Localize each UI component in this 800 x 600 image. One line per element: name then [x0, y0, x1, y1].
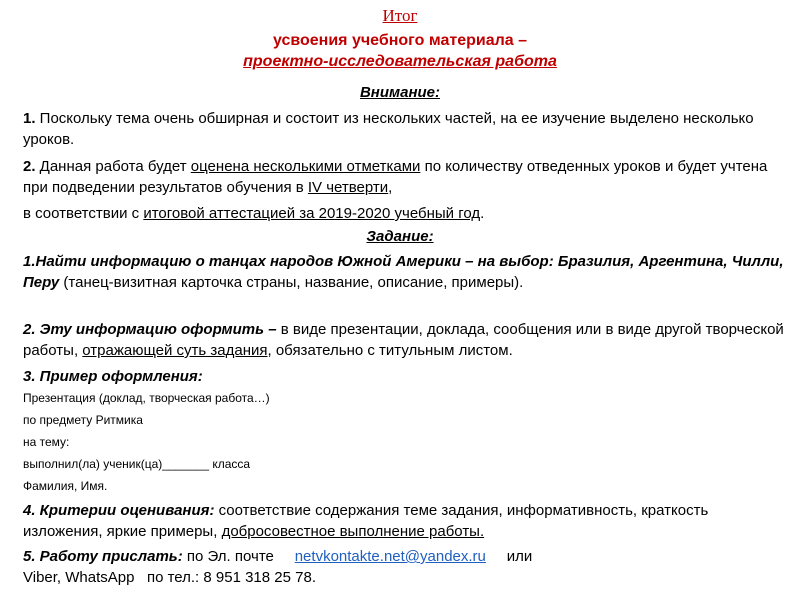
example-line: Фамилия, Имя.	[23, 479, 108, 493]
task-bold: 2. Эту информацию оформить –	[23, 321, 277, 338]
item-text: Данная работа будет	[35, 158, 191, 175]
task-text: или	[485, 548, 533, 565]
title-line-1: Итог	[382, 6, 418, 25]
task-item-5	[23, 546, 788, 567]
task-item-4	[23, 500, 788, 542]
example-line: по предмету Ритмика	[23, 413, 143, 427]
item-text: .	[480, 205, 485, 222]
task-bold: 3. Пример оформления:	[23, 368, 203, 385]
item-number: 2.	[23, 158, 36, 175]
item-text: в соответствии с	[23, 205, 144, 222]
item-underlined: IV четверти	[307, 179, 389, 196]
task-item-1	[23, 251, 788, 293]
item-number: 1.	[23, 110, 36, 127]
attention-item-2	[23, 156, 788, 198]
item-underlined: оценена несколькими отметками	[190, 158, 421, 175]
task-bold: 5. Работу прислать:	[23, 548, 183, 565]
example-line: выполнил(ла) ученик(ца)_______ класса	[23, 457, 251, 471]
example-line: Презентация (доклад, творческая работа…)	[23, 391, 270, 405]
task-text: (танец-визитная карточка страны, название, описание, примеры).	[59, 274, 524, 291]
task-text: в виде презентации, доклада, сообщения или в виде другой творческой работы,	[23, 321, 784, 359]
attention-item-2-continued	[23, 203, 788, 224]
task-text: , обязательно с титульным листом.	[267, 342, 513, 359]
attention-item-1	[23, 108, 788, 150]
task-heading: Задание:	[366, 228, 434, 245]
task-item-2	[23, 319, 788, 361]
attention-heading: Внимание:	[359, 84, 441, 101]
task-item-3	[23, 366, 788, 387]
task-text: по Эл. почте	[182, 548, 295, 565]
title-line-2: усвоения учебного материала –	[272, 32, 527, 49]
item-text: по количеству отведенных уроков и будет учтена при подведении результатов обучения в	[23, 158, 768, 196]
example-line: на тему:	[23, 435, 70, 449]
task-underlined: добросовестное выполнение работы.	[221, 523, 485, 540]
item-underlined: итоговой аттестацией за 2019-2020 учебный год	[143, 205, 481, 222]
task-item-5-phone: Viber, WhatsApp по тел.: 8 951 318 25 78.	[23, 569, 316, 586]
task-underlined: отражающей суть задания	[82, 342, 268, 359]
task-bold: 1.Найти информацию о танцах народов Южной Америки – на выбор: Бразилия, Аргентина, Чилли, Перу	[23, 253, 784, 291]
title-line-3: проектно-исследовательская работа	[243, 53, 557, 70]
task-bold: 4. Критерии оценивания:	[23, 502, 215, 519]
task-text: соответствие содержания теме задания, информативность, краткость изложения, яркие примеры,	[23, 502, 709, 540]
item-text: Поскольку тема очень обширная и состоит из нескольких частей, на ее изучение выделено несколько уроков.	[23, 110, 754, 148]
email-link[interactable]: netvkontakte.net@yandex.ru	[294, 548, 486, 565]
item-text: ,	[388, 179, 393, 196]
